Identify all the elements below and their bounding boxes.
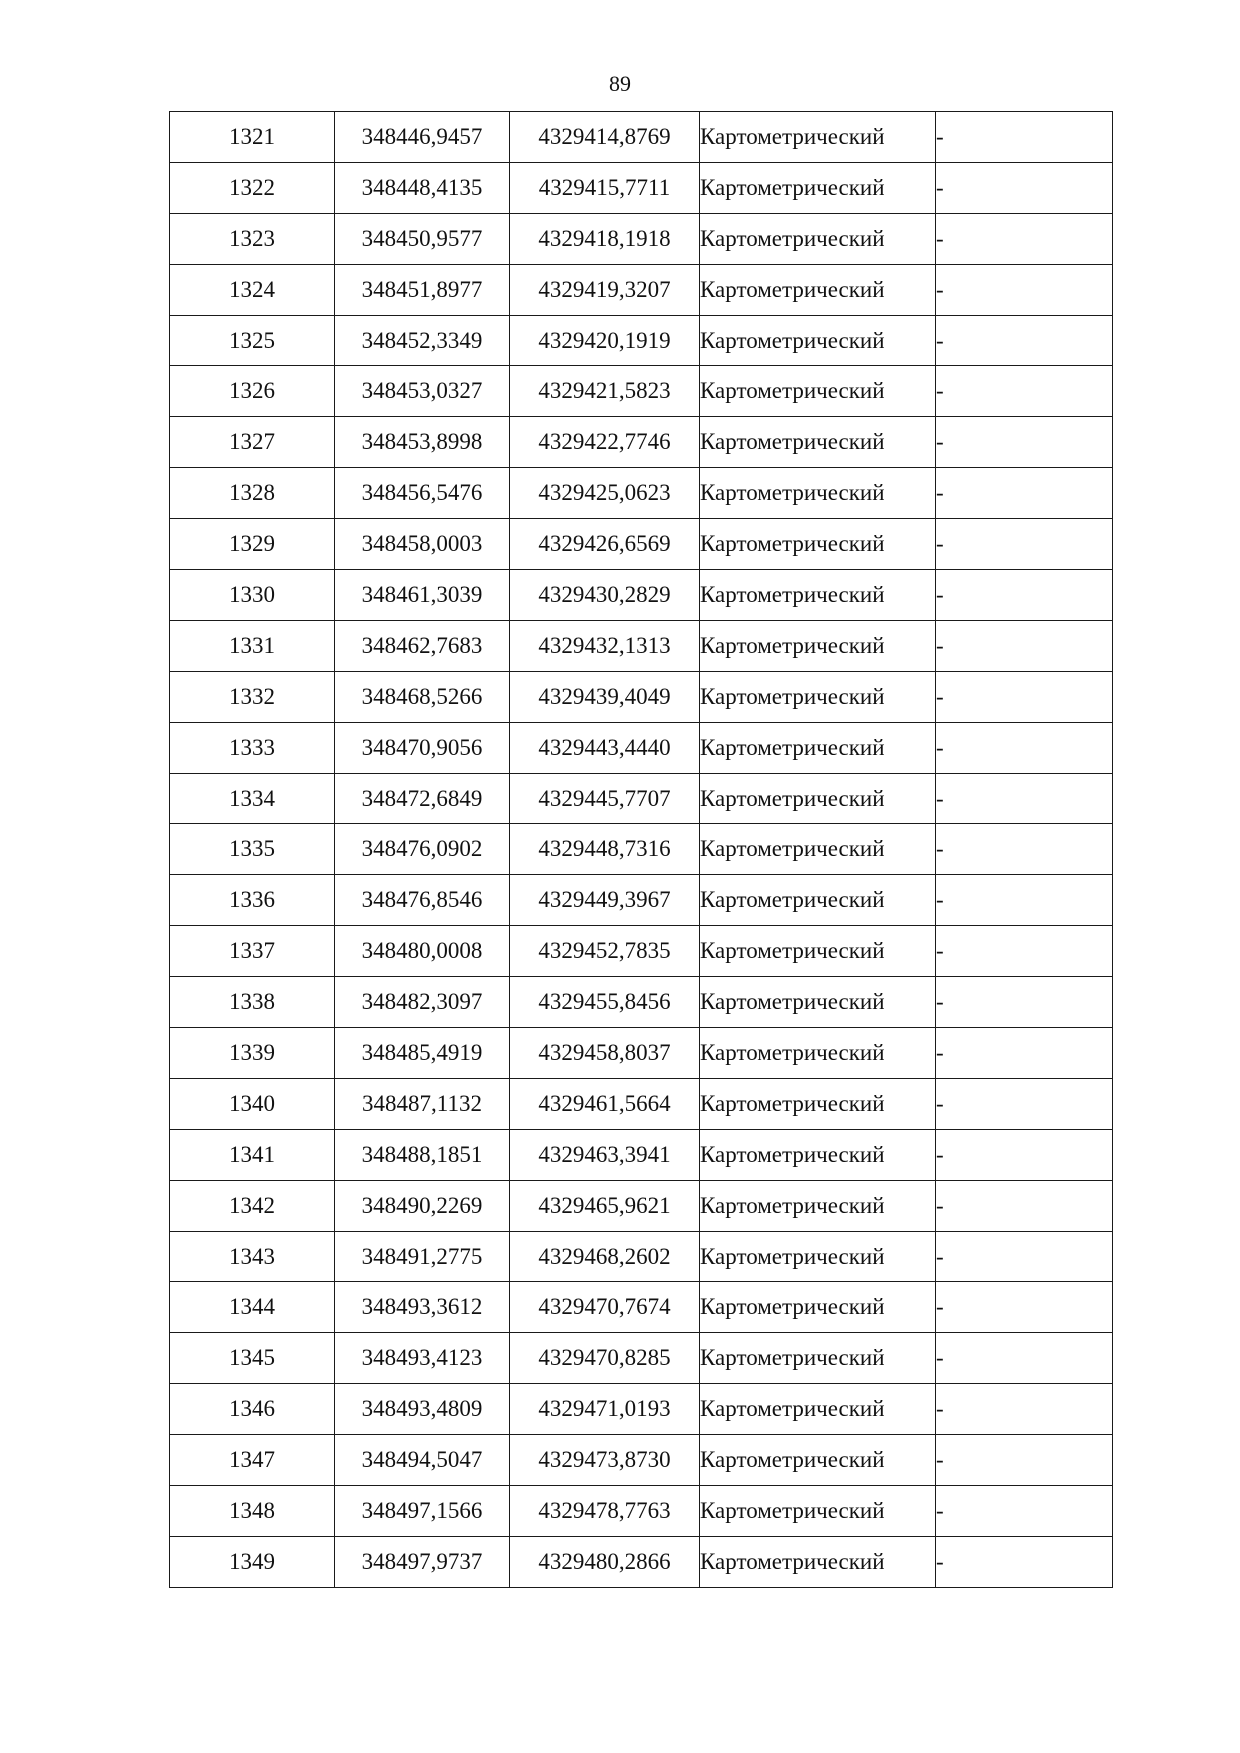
y-coordinate-cell: 4329471,0193 [510,1384,700,1435]
method-cell: Картометрический [700,315,936,366]
table-row [170,315,1113,366]
point-number-cell: 1329 [170,519,335,570]
x-coordinate-cell: 348461,3039 [335,570,510,621]
point-number-cell: 1346 [170,1384,335,1435]
method-cell: Картометрический [700,977,936,1028]
method-cell: Картометрический [700,671,936,722]
method-cell: Картометрический [700,1486,936,1537]
x-coordinate-cell: 348490,2269 [335,1180,510,1231]
method-cell: Картометрический [700,824,936,875]
x-coordinate-cell: 348448,4135 [335,162,510,213]
table-row [170,519,1113,570]
table-row [170,162,1113,213]
point-number-cell: 1340 [170,1078,335,1129]
y-coordinate-cell: 4329470,7674 [510,1282,700,1333]
x-coordinate-cell: 348453,0327 [335,366,510,417]
x-coordinate-cell: 348497,1566 [335,1486,510,1537]
x-coordinate-cell: 348450,9577 [335,213,510,264]
table-row [170,1384,1113,1435]
note-cell: - [936,722,1113,773]
x-coordinate-cell: 348476,8546 [335,875,510,926]
method-cell: Картометрический [700,1435,936,1486]
point-number-cell: 1328 [170,468,335,519]
table-row [170,1078,1113,1129]
method-cell: Картометрический [700,1384,936,1435]
method-cell: Картометрический [700,213,936,264]
y-coordinate-cell: 4329465,9621 [510,1180,700,1231]
note-cell: - [936,1078,1113,1129]
note-cell: - [936,1129,1113,1180]
method-cell: Картометрический [700,1333,936,1384]
method-cell: Картометрический [700,1028,936,1079]
note-cell: - [936,366,1113,417]
table-row [170,1486,1113,1537]
y-coordinate-cell: 4329461,5664 [510,1078,700,1129]
x-coordinate-cell: 348485,4919 [335,1028,510,1079]
table-row [170,977,1113,1028]
table-row [170,112,1113,163]
table-row [170,1282,1113,1333]
method-cell: Картометрический [700,1129,936,1180]
y-coordinate-cell: 4329468,2602 [510,1231,700,1282]
y-coordinate-cell: 4329463,3941 [510,1129,700,1180]
table-row [170,1536,1113,1587]
note-cell: - [936,1333,1113,1384]
y-coordinate-cell: 4329455,8456 [510,977,700,1028]
note-cell: - [936,824,1113,875]
point-number-cell: 1339 [170,1028,335,1079]
note-cell: - [936,417,1113,468]
method-cell: Картометрический [700,468,936,519]
y-coordinate-cell: 4329458,8037 [510,1028,700,1079]
table-row [170,1180,1113,1231]
y-coordinate-cell: 4329439,4049 [510,671,700,722]
y-coordinate-cell: 4329414,8769 [510,112,700,163]
note-cell: - [936,875,1113,926]
table-row [170,1231,1113,1282]
method-cell: Картометрический [700,875,936,926]
y-coordinate-cell: 4329430,2829 [510,570,700,621]
method-cell: Картометрический [700,162,936,213]
y-coordinate-cell: 4329452,7835 [510,926,700,977]
y-coordinate-cell: 4329448,7316 [510,824,700,875]
note-cell: - [936,1486,1113,1537]
table-row [170,620,1113,671]
table-row [170,417,1113,468]
table-row [170,1129,1113,1180]
note-cell: - [936,1536,1113,1587]
table-row [170,468,1113,519]
note-cell: - [936,773,1113,824]
y-coordinate-cell: 4329421,5823 [510,366,700,417]
coordinates-table [169,111,1113,1588]
note-cell: - [936,264,1113,315]
y-coordinate-cell: 4329445,7707 [510,773,700,824]
point-number-cell: 1347 [170,1435,335,1486]
y-coordinate-cell: 4329443,4440 [510,722,700,773]
x-coordinate-cell: 348487,1132 [335,1078,510,1129]
note-cell: - [936,213,1113,264]
x-coordinate-cell: 348470,9056 [335,722,510,773]
table-row [170,264,1113,315]
method-cell: Картометрический [700,722,936,773]
method-cell: Картометрический [700,1282,936,1333]
point-number-cell: 1349 [170,1536,335,1587]
method-cell: Картометрический [700,773,936,824]
table-row [170,671,1113,722]
table-row [170,722,1113,773]
x-coordinate-cell: 348446,9457 [335,112,510,163]
point-number-cell: 1332 [170,671,335,722]
note-cell: - [936,315,1113,366]
point-number-cell: 1330 [170,570,335,621]
y-coordinate-cell: 4329426,6569 [510,519,700,570]
x-coordinate-cell: 348497,9737 [335,1536,510,1587]
x-coordinate-cell: 348491,2775 [335,1231,510,1282]
note-cell: - [936,620,1113,671]
table-row [170,1435,1113,1486]
method-cell: Картометрический [700,1180,936,1231]
x-coordinate-cell: 348494,5047 [335,1435,510,1486]
method-cell: Картометрический [700,264,936,315]
x-coordinate-cell: 348453,8998 [335,417,510,468]
point-number-cell: 1322 [170,162,335,213]
note-cell: - [936,1384,1113,1435]
method-cell: Картометрический [700,1078,936,1129]
y-coordinate-cell: 4329470,8285 [510,1333,700,1384]
table-row [170,213,1113,264]
note-cell: - [936,671,1113,722]
x-coordinate-cell: 348452,3349 [335,315,510,366]
y-coordinate-cell: 4329449,3967 [510,875,700,926]
point-number-cell: 1323 [170,213,335,264]
point-number-cell: 1337 [170,926,335,977]
x-coordinate-cell: 348482,3097 [335,977,510,1028]
method-cell: Картометрический [700,519,936,570]
table-row [170,824,1113,875]
point-number-cell: 1324 [170,264,335,315]
y-coordinate-cell: 4329418,1918 [510,213,700,264]
point-number-cell: 1336 [170,875,335,926]
method-cell: Картометрический [700,417,936,468]
method-cell: Картометрический [700,570,936,621]
point-number-cell: 1321 [170,112,335,163]
point-number-cell: 1344 [170,1282,335,1333]
note-cell: - [936,570,1113,621]
table-row [170,366,1113,417]
x-coordinate-cell: 348493,4123 [335,1333,510,1384]
method-cell: Картометрический [700,112,936,163]
x-coordinate-cell: 348458,0003 [335,519,510,570]
point-number-cell: 1325 [170,315,335,366]
note-cell: - [936,1028,1113,1079]
coordinates-table-body [170,112,1113,1588]
note-cell: - [936,1231,1113,1282]
table-row [170,570,1113,621]
point-number-cell: 1333 [170,722,335,773]
point-number-cell: 1342 [170,1180,335,1231]
note-cell: - [936,1435,1113,1486]
method-cell: Картометрический [700,1536,936,1587]
point-number-cell: 1335 [170,824,335,875]
point-number-cell: 1348 [170,1486,335,1537]
table-row [170,875,1113,926]
x-coordinate-cell: 348456,5476 [335,468,510,519]
note-cell: - [936,1180,1113,1231]
x-coordinate-cell: 348488,1851 [335,1129,510,1180]
x-coordinate-cell: 348476,0902 [335,824,510,875]
table-row [170,1028,1113,1079]
table-row [170,773,1113,824]
method-cell: Картометрический [700,926,936,977]
point-number-cell: 1341 [170,1129,335,1180]
y-coordinate-cell: 4329478,7763 [510,1486,700,1537]
point-number-cell: 1327 [170,417,335,468]
x-coordinate-cell: 348493,4809 [335,1384,510,1435]
x-coordinate-cell: 348451,8977 [335,264,510,315]
point-number-cell: 1343 [170,1231,335,1282]
note-cell: - [936,468,1113,519]
note-cell: - [936,1282,1113,1333]
y-coordinate-cell: 4329425,0623 [510,468,700,519]
x-coordinate-cell: 348480,0008 [335,926,510,977]
point-number-cell: 1338 [170,977,335,1028]
table-row [170,1333,1113,1384]
page-number: 89 [609,71,631,96]
point-number-cell: 1331 [170,620,335,671]
note-cell: - [936,162,1113,213]
note-cell: - [936,977,1113,1028]
y-coordinate-cell: 4329415,7711 [510,162,700,213]
y-coordinate-cell: 4329480,2866 [510,1536,700,1587]
y-coordinate-cell: 4329420,1919 [510,315,700,366]
note-cell: - [936,112,1113,163]
method-cell: Картометрический [700,620,936,671]
x-coordinate-cell: 348493,3612 [335,1282,510,1333]
point-number-cell: 1334 [170,773,335,824]
note-cell: - [936,926,1113,977]
x-coordinate-cell: 348472,6849 [335,773,510,824]
y-coordinate-cell: 4329422,7746 [510,417,700,468]
point-number-cell: 1326 [170,366,335,417]
table-row [170,926,1113,977]
y-coordinate-cell: 4329419,3207 [510,264,700,315]
point-number-cell: 1345 [170,1333,335,1384]
y-coordinate-cell: 4329473,8730 [510,1435,700,1486]
y-coordinate-cell: 4329432,1313 [510,620,700,671]
note-cell: - [936,519,1113,570]
x-coordinate-cell: 348462,7683 [335,620,510,671]
x-coordinate-cell: 348468,5266 [335,671,510,722]
method-cell: Картометрический [700,366,936,417]
method-cell: Картометрический [700,1231,936,1282]
